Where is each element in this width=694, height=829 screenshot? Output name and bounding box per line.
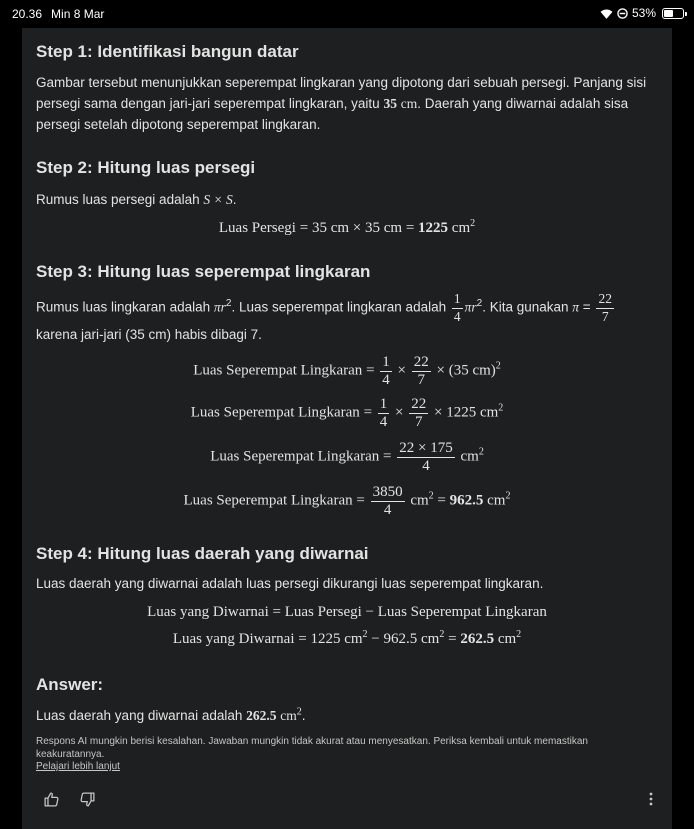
- step3-equation-4: Luas Seperempat Lingkaran = $\frac{3850}{4}$ $cm^2 = 962.5$ $cm^2$: [183, 484, 511, 518]
- step1-title: Step 1: Identifikasi bangun datar: [36, 42, 299, 61]
- exponent: 2: [478, 446, 484, 458]
- answer-unit: cm: [280, 708, 297, 723]
- fraction-numerator: 1: [379, 396, 388, 412]
- step3-pi-r-2: πr: [464, 299, 477, 315]
- step4-text: Luas daerah yang diwarnai adalah luas persegi dikurangi luas seperempat lingkaran.: [36, 576, 544, 591]
- do-not-disturb-icon: [617, 8, 628, 19]
- response-card: [22, 28, 672, 829]
- fraction-numerator: 22 × 175: [399, 440, 453, 456]
- wifi-icon: [600, 8, 613, 19]
- fraction-numerator: 1: [452, 291, 463, 309]
- step3-result: 962.5: [449, 492, 484, 509]
- exponent: 2: [362, 629, 368, 640]
- answer-title: Answer:: [36, 675, 104, 694]
- eq2-b: 962.5 cm: [383, 631, 440, 647]
- step2-equation: Luas Persegi = 35 cm × 35 cm = 1225 $cm^2$: [218, 218, 476, 236]
- step3-equation-2: Luas Seperempat Lingkaran = $\frac{1}{4}$ × $\frac{22}{7}$ × 1225 $cm^2$: [190, 396, 504, 430]
- status-right: [600, 6, 684, 20]
- status-left: [12, 7, 104, 21]
- eq1-rhs-a: Luas Persegi: [284, 604, 362, 620]
- status-bar: [0, 0, 694, 28]
- step3-exp: 2: [225, 298, 232, 310]
- eq1-tail: (35 cm): [448, 362, 496, 379]
- step2-eq-result: 1225: [418, 220, 449, 236]
- step3-quarter-fraction: [452, 291, 463, 325]
- exponent: 2: [516, 629, 522, 640]
- step1-text-b: . Daerah yang diwarnai adalah sisa persegi setelah dipotong seperempat lingkaran.: [36, 96, 629, 132]
- fraction-denominator: 7: [601, 309, 609, 324]
- eq-label: Luas Seperempat Lingkaran: [190, 404, 360, 421]
- answer-value: 262.5: [246, 708, 277, 723]
- step1-unit: cm: [400, 96, 418, 111]
- learn-more-link[interactable]: Pelajari lebih lanjut: [36, 761, 120, 772]
- step3-text-c: . Kita gunakan: [482, 299, 573, 315]
- eq2-a: 1225 cm: [310, 631, 363, 647]
- eq1-rhs-b: Luas Seperempat Lingkaran: [377, 604, 547, 620]
- fraction-denominator: 4: [383, 502, 392, 518]
- more-vert-icon: [649, 792, 653, 806]
- product-fraction: [397, 440, 454, 474]
- fraction-denominator: 7: [417, 372, 425, 388]
- eq2-tail: 1225 cm: [446, 404, 499, 421]
- ai-disclaimer: Respons AI mungkin berisi kesalahan. Jawaban mungkin tidak akurat atau menyesatkan. Periksa kembali untuk memastikan keakuratannya.: [36, 736, 588, 760]
- pi-fraction: [409, 396, 428, 430]
- eq1-label: Luas yang Diwarnai: [147, 604, 269, 620]
- battery-icon: [662, 8, 684, 19]
- battery-percent: 53%: [631, 6, 656, 20]
- step4-result: 262.5: [460, 631, 495, 647]
- thumbs-down-button[interactable]: [76, 788, 98, 810]
- step2-eq-expr: 35 cm × 35 cm: [311, 220, 403, 236]
- thumbs-down-icon: [79, 791, 96, 808]
- eq-label: Luas Seperempat Lingkaran: [193, 362, 363, 379]
- exponent: 2: [498, 402, 504, 414]
- fraction-denominator: 4: [382, 372, 390, 388]
- step2-title: Step 2: Hitung luas persegi: [36, 158, 256, 177]
- step3-text-d: karena jari-jari (35 cm) habis dibagi 7.: [36, 327, 262, 342]
- step1-text: [36, 72, 660, 135]
- step1-value: 35: [383, 96, 397, 111]
- more-options-button[interactable]: [640, 788, 662, 810]
- step1-text-a: Gambar tersebut menunjukkan seperempat lingkaran yang dipotong dari sebuah persegi. Panjang sisi persegi sama dengan jari-jari seperempat lingkaran, yaitu: [36, 75, 647, 111]
- fraction-numerator: 1: [382, 354, 390, 370]
- pi-fraction: [412, 354, 431, 388]
- thumbs-up-button[interactable]: [40, 788, 62, 810]
- fraction-numerator: 22: [413, 354, 429, 370]
- step3-pi-r: πr: [213, 299, 226, 315]
- battery-fill: [664, 10, 673, 17]
- step2-eq-label: Luas Persegi: [218, 220, 296, 236]
- eq-label: Luas Seperempat Lingkaran: [183, 492, 353, 509]
- step3-exp-2: 2: [476, 298, 483, 310]
- unit: cm: [487, 492, 506, 509]
- status-date: Min 8 Mar: [51, 7, 105, 21]
- answer-end: .: [301, 708, 306, 723]
- answer-text: [36, 705, 306, 726]
- unit: cm: [410, 492, 429, 509]
- fraction-denominator: 4: [379, 414, 388, 430]
- quarter-fraction: [380, 354, 392, 388]
- step3-text-b: . Luas seperempat lingkaran adalah: [231, 299, 450, 315]
- quarter-fraction: [378, 396, 390, 430]
- status-time: 20.36: [12, 7, 43, 21]
- fraction-denominator: 4: [422, 458, 430, 474]
- thumbs-up-icon: [43, 791, 60, 808]
- fraction-numerator: 3850: [372, 484, 403, 500]
- exponent: 2: [505, 490, 511, 502]
- step4-equation-1: Luas yang Diwarnai = Luas Persegi − Luas Seperempat Lingkaran: [147, 604, 547, 620]
- unit: cm: [460, 448, 479, 465]
- exponent: 2: [495, 360, 501, 372]
- unit: cm: [497, 631, 517, 647]
- step4-equation-2: Luas yang Diwarnai = 1225 $cm^2 - 962.5$ $cm^2 = 262.5$ $cm^2$: [172, 629, 522, 647]
- step2-text-lead: Rumus luas persegi adalah: [36, 192, 204, 207]
- result-fraction: [371, 484, 405, 518]
- step4-title: Step 4: Hitung luas daerah yang diwarnai: [36, 544, 369, 563]
- step3-equation-3: Luas Seperempat Lingkaran = $\frac{22 \times 175}{4}$ $cm^2$: [210, 440, 484, 474]
- eq2-label: Luas yang Diwarnai: [172, 631, 295, 647]
- step2-eq-unit: cm: [451, 220, 471, 236]
- step3-title: Step 3: Hitung luas seperempat lingkaran: [36, 262, 371, 281]
- step2-eq-unit-exp: 2: [470, 218, 476, 229]
- fraction-denominator: 7: [415, 414, 423, 430]
- exponent: 2: [439, 629, 445, 640]
- step3-pi-fraction: [596, 291, 614, 325]
- answer-unit-exp: 2: [296, 706, 302, 718]
- step2-formula: S × S: [203, 192, 233, 207]
- fraction-numerator: 22: [596, 291, 614, 309]
- exponent: 2: [428, 490, 434, 502]
- fraction-denominator: 4: [453, 309, 461, 324]
- step2-text: [36, 189, 237, 210]
- eq-label: Luas Seperempat Lingkaran: [210, 448, 380, 465]
- fraction-numerator: 22: [411, 396, 427, 412]
- answer-text-lead: Luas daerah yang diwarnai adalah: [36, 708, 247, 723]
- step2-formula-end: .: [232, 192, 237, 207]
- step3-pi: π: [572, 299, 580, 315]
- step3-text-a: Rumus luas lingkaran adalah: [36, 299, 214, 315]
- step3-equation-1: Luas Seperempat Lingkaran = $\frac{1}{4}$ × $\frac{22}{7}$ × (35 cm)$^2$: [193, 354, 501, 388]
- step3-text: Rumus luas lingkaran adalah $\pi r^2$. Luas seperempat lingkaran adalah $\frac{1}{4}$ $\pi r^2$. Kita gunakan π = $\frac{22}{7}$: [36, 291, 612, 324]
